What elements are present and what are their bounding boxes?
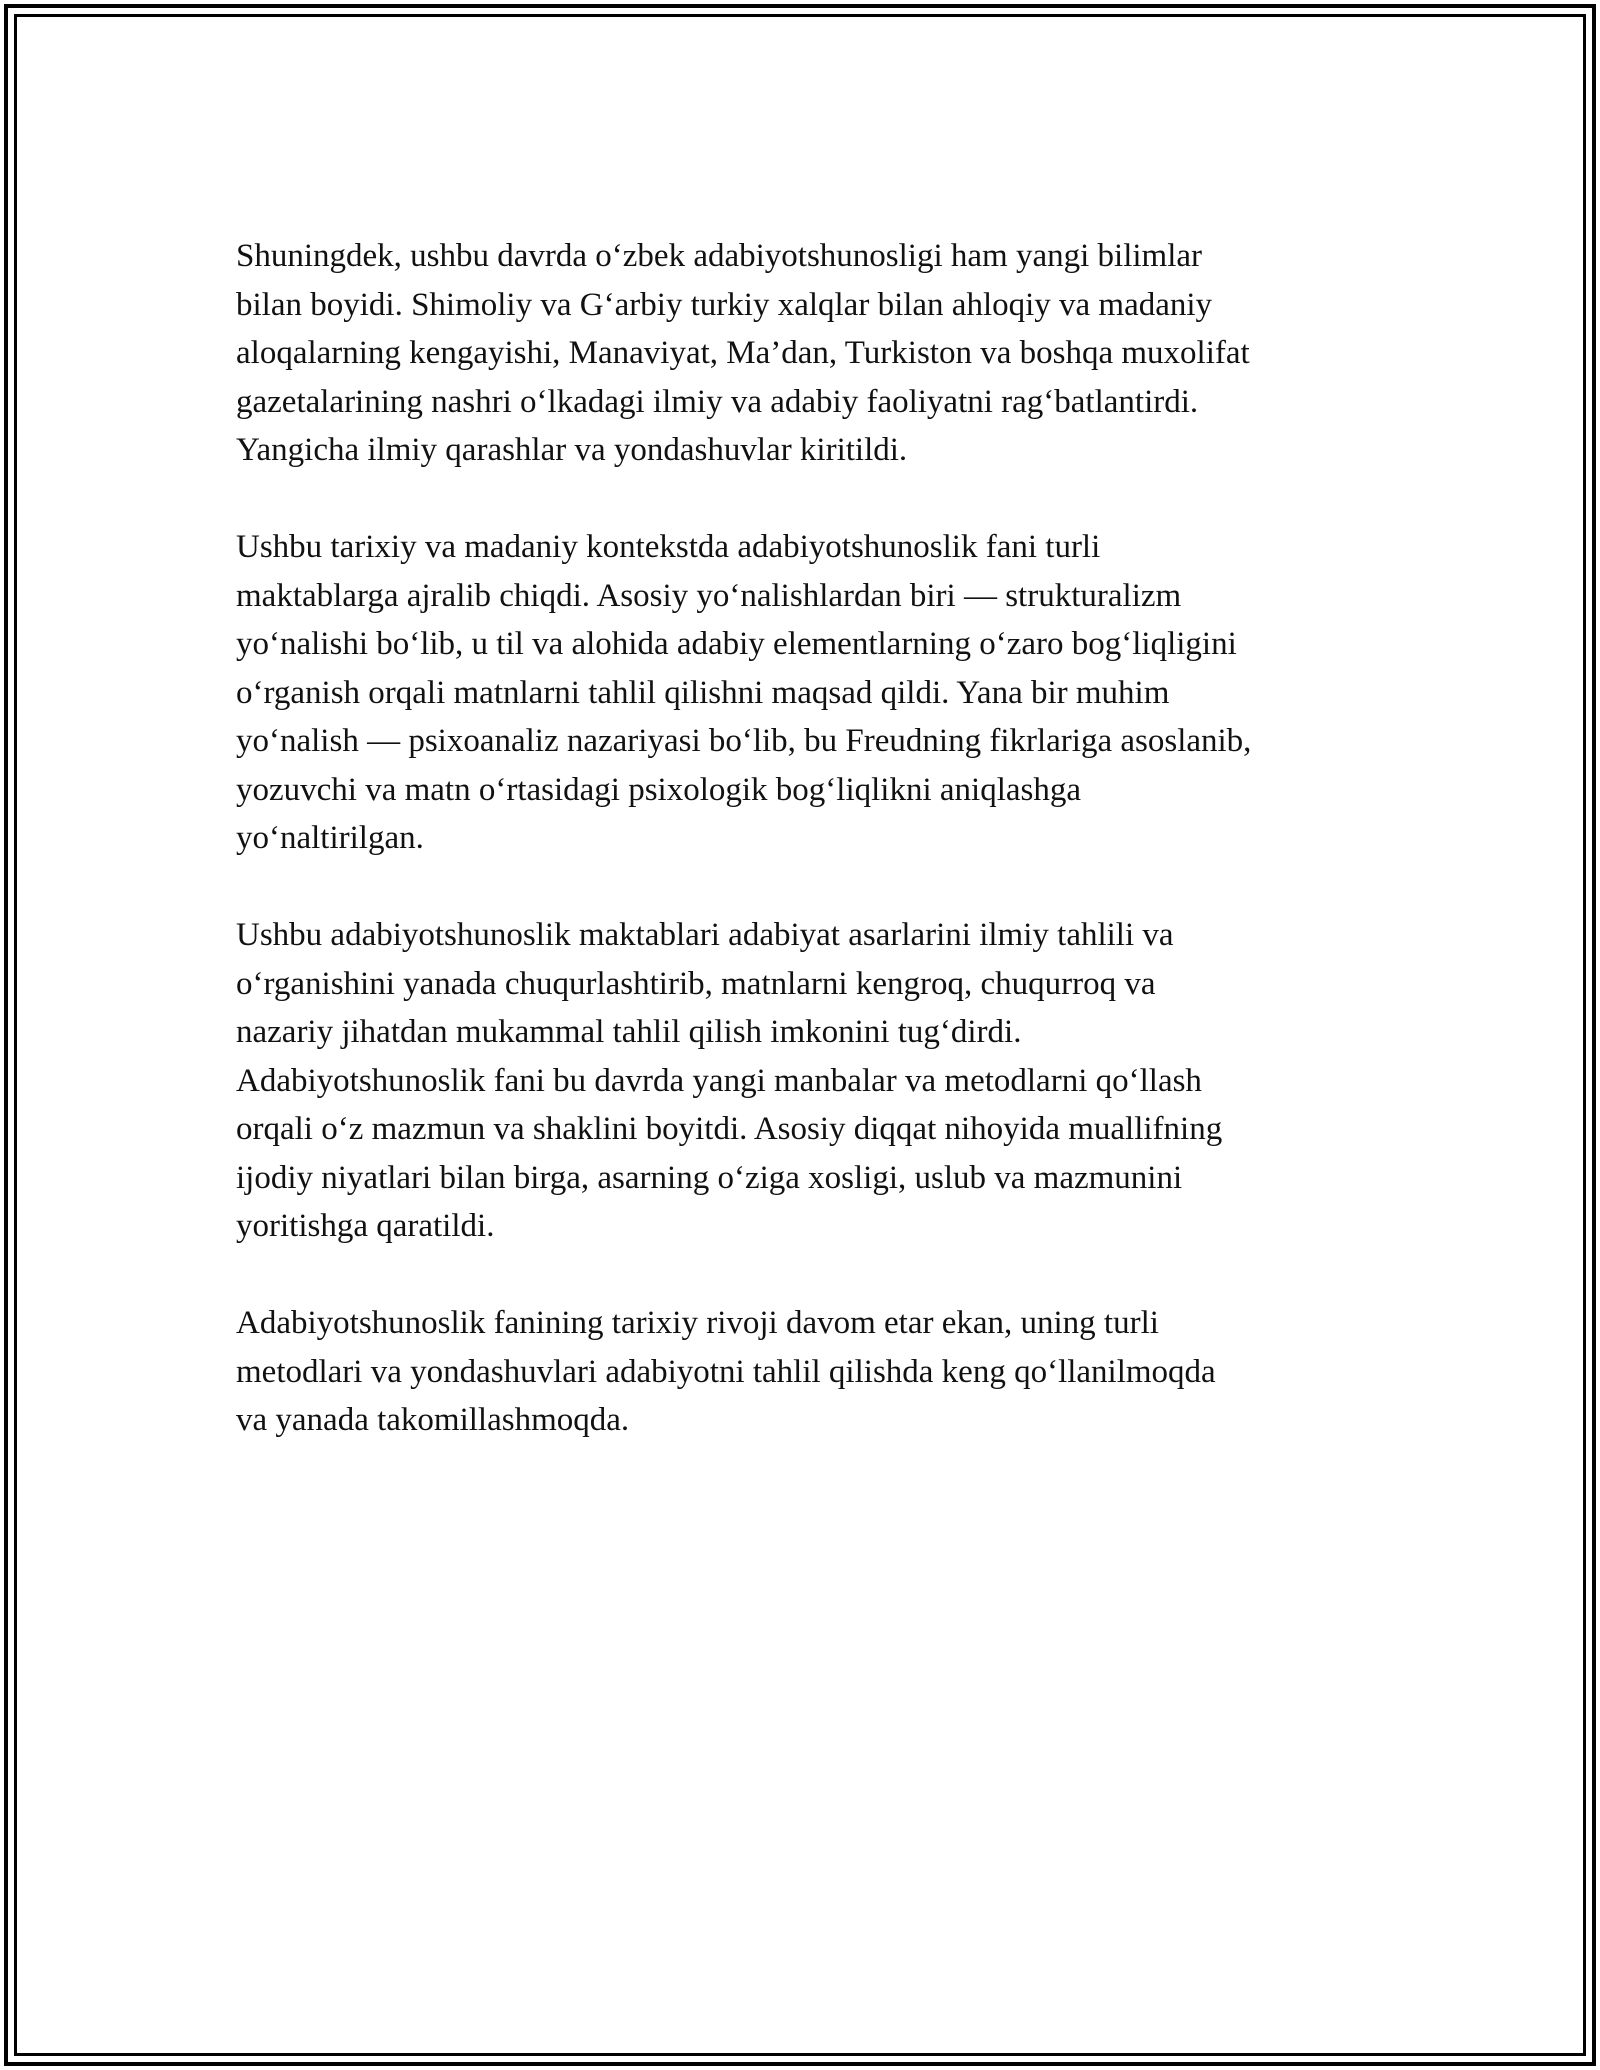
text-line: yoritishga qaratildi. [236,1208,495,1244]
text-line: va yanada takomillashmoqda. [236,1402,630,1438]
text-line: gazetalarining nashri o‘lkadagi ilmiy va adabiy faoliyatni rag‘batlantirdi. [236,383,1199,420]
text-line: Ushbu tarixiy va madaniy kontekstda adabiyotshunoslik fani turli [236,529,1101,565]
text-line: Adabiyotshunoslik fanining tarixiy rivoji davom etar ekan, uning turli [236,1305,1159,1341]
text-line: orqali o‘z mazmun va shaklini boyitdi. Asosiy diqqat nihoyida muallifning [236,1111,1223,1147]
text-line: ijodiy niyatlari bilan birga, asarning o‘ziga xosligi, uslub va mazmunini [236,1159,1183,1196]
text-line: Shuningdek, ushbu davrda o‘zbek adabiyotshunosligi ham yangi bilimlar [236,238,1203,274]
text-line: Ushbu adabiyotshunoslik maktablari adabiyat asarlarini ilmiy tahlili va [236,917,1174,953]
text-line: metodlari va yondashuvlari adabiyotni tahlil qilishda keng qo‘llanilmoqda [236,1353,1216,1390]
text-line: nazariy jihatdan mukammal tahlil qilish imkonini tug‘dirdi. [236,1014,1022,1050]
text-line: yo‘nalishi bo‘lib, u til va alohida adabiy elementlarning o‘zaro bog‘liqligini [236,626,1237,662]
paragraph-3 [236,911,1386,1251]
text-line: aloqalarning kengayishi, Manaviyat, Ma’dan, Turkiston va boshqa muxolifat [236,335,1250,371]
text-line: yo‘naltirilgan. [236,820,424,856]
text-line: Yangicha ilmiy qarashlar va yondashuvlar kiritildi. [236,432,908,468]
text-line: yozuvchi va matn o‘rtasidagi psixologik bog‘liqlikni aniqlashga [236,771,1082,808]
paragraph-2 [236,523,1386,863]
text-line: maktablarga ajralib chiqdi. Asosiy yo‘nalishlardan biri — strukturalizm [236,577,1182,614]
document-body [236,232,1386,1493]
text-line: o‘rganish orqali matnlarni tahlil qilishni maqsad qildi. Yana bir muhim [236,674,1170,711]
text-line: yo‘nalish — psixoanaliz nazariyasi bo‘lib, bu Freudning fikrlariga asoslanib, [236,723,1252,759]
paragraph-4 [236,1299,1386,1445]
paragraph-1 [236,232,1386,475]
text-line: Adabiyotshunoslik fani bu davrda yangi manbalar va metodlarni qo‘llash [236,1062,1202,1099]
text-line: bilan boyidi. Shimoliy va G‘arbiy turkiy xalqlar bilan ahloqiy va madaniy [236,286,1213,323]
text-line: o‘rganishini yanada chuqurlashtirib, matnlarni kengroq, chuqurroq va [236,965,1156,1002]
